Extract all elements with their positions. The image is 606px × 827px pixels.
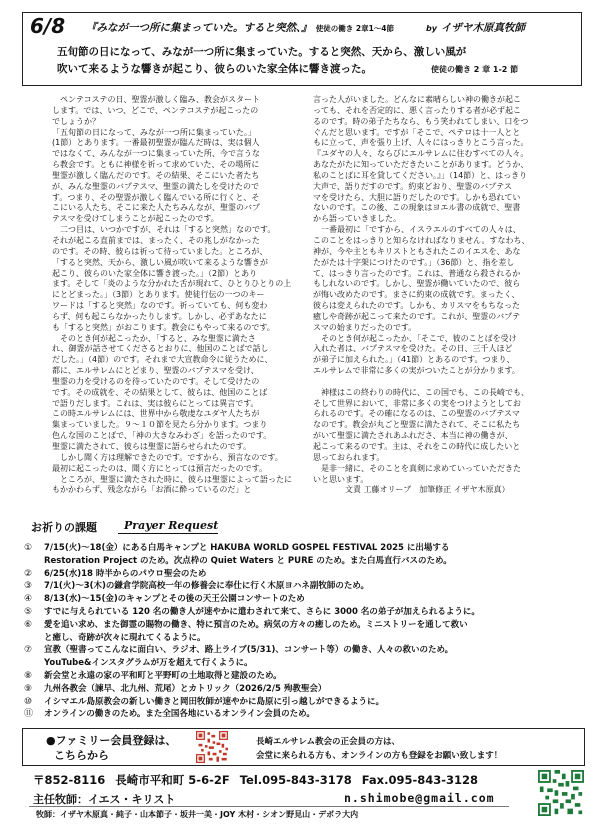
prayer-item-text: すでに与えられている 120 名の働き人が速やかに遣わされて来て、さらに 3000 名の弟子が加えられるように。: [44, 606, 480, 617]
sermon-line: [313, 377, 561, 388]
sermon-line: れ、御霊が話させてくださるとおりに、他国のことばで話し: [52, 344, 269, 354]
verse-line-1: 五旬節の日になって、みなが一つ所に集まっていた。すると突然、天から、激しい風が: [57, 46, 467, 58]
sermon-line: 聖霊が激しく臨んだのです。その結果、そこにいた者たち: [52, 170, 260, 180]
sermon-line: 彼らは変えられたのです。しかも、カリスマをもちなった: [313, 301, 521, 311]
prayer-item-text: YouTube&インスタグラムが万を超えて行くように。: [44, 658, 253, 669]
prayer-item-number: ⑧: [24, 670, 33, 681]
sermon-line: らず、何も起こらなかったりします。しかし、必ずあなたに: [52, 311, 267, 321]
sermon-column-right: [313, 95, 561, 496]
sermon-line: ではなくて、みんなが一つに集まっていた所、今で言うな: [52, 149, 260, 159]
prayer-item: [22, 580, 592, 593]
prayer-item-number: ④: [24, 594, 33, 605]
prayer-item-number: ③: [24, 581, 33, 592]
sermon-line: 神様はこの終わりの時代に、この国でも、この長崎でも、: [313, 387, 529, 397]
prayer-item: [22, 542, 592, 568]
email-address[interactable]: n.shimobe@gmail.com: [344, 791, 495, 805]
fax: Fax.095-843-3128: [361, 773, 479, 787]
sermon-line: テスマを受けてしまうことが起こったのです。: [52, 214, 219, 224]
prayer-item-number: ⑤: [24, 606, 33, 617]
sermon-line: ペンテコステの日、聖霊が激しく臨み、教会がスタート: [52, 95, 260, 104]
sermon-title: [86, 20, 394, 35]
prayer-item: [22, 708, 592, 721]
prayer-item-text: 宣教（聖書ってこんなに面白い、ラジオ、路上ライブ(5/31)、コンサート等）の働き、人々の救いのため。: [44, 645, 454, 656]
sermon-line: 聖霊に満たされて、彼らは聖霊に語らせられたのです。: [52, 442, 251, 451]
by-label: by: [426, 24, 437, 33]
footer-divider: [29, 806, 509, 807]
sermon-line: 私のことばに耳を貸してください。』」（14節）と、はっきり: [313, 170, 528, 180]
sermon-line: この時エルサレムには、世界中から敬虔なユダヤ人たちが: [52, 409, 260, 419]
prayer-item-text: オンラインの働きのため。また全国各地にいるオンライン会員のため。: [44, 709, 315, 720]
prayer-item: [22, 683, 592, 696]
sermon-line: 入れた者は、バプテスマを受けた。その日、三千人ほど: [313, 344, 513, 354]
sermon-line: いと思います。: [313, 474, 369, 484]
prayer-item: [22, 644, 592, 670]
sermon-line: 神が、今や主ともキリストともされたこのイエスを、あな: [313, 246, 521, 256]
prayer-item-number: ⑦: [24, 645, 33, 656]
sermon-line: 癒しや奇跡が起こって来たのです。これが、聖霊のバプテ: [313, 311, 521, 321]
sermon-line: で語りだします。これは、実は彼らにとっては異言です。: [52, 398, 259, 408]
prayer-item-text: 8/13(水)〜15(金)のキャンプとその後の天王公園コンサートのため: [44, 594, 305, 605]
sermon-line: たがたは十字架につけたのです。」（36節）と、指を差し: [313, 257, 515, 267]
prayer-item-text: Restoration Project のため。次点枠の Quiet Waters と PURE のため。また白馬直行バスのため。: [44, 555, 452, 566]
sermon-line: す。つまり、その聖霊が激しく臨んでいる所に行くと、そ: [52, 192, 260, 202]
sermon-line: 是非一緒に、そのことを真剣に求めていっていただきた: [313, 463, 521, 473]
sermon-line: ます。そして「炎のような分かれた舌が現れて、ひとりひとりの上: [52, 279, 292, 289]
contact-address-line: [33, 772, 488, 788]
prayer-item-text: と癒し、奇跡が次々に現れてくるように。: [44, 632, 206, 643]
prayer-item-number: ⑥: [24, 619, 33, 630]
sermon-line: 大声で、語りだすのです。約束どおり、聖霊のバプテス: [313, 181, 512, 191]
prayer-item: [22, 568, 592, 581]
sermon-line: もしれないのです。しかし、聖霊が働いていたので、彼ら: [313, 279, 521, 289]
sermon-line: 聖霊の力を受けるのを待っていたのです。そして受けたの: [52, 376, 260, 386]
verse-reference: 使徒の働き 2 章 1-2 節: [431, 65, 519, 74]
prayer-heading-english: Prayer Request: [124, 519, 219, 532]
sermon-line: でしょうか？: [52, 116, 100, 126]
sermon-column-left: [52, 95, 296, 496]
sermon-line: て、はっきり言ったのです。これは、普通なら殺されるか: [313, 268, 521, 278]
sermon-line: しかし聞く方は理解できたのです。ですから、預言なのです。: [52, 452, 283, 462]
sermon-line: します。では、いつ、どこで、ペンテコステが起こったの: [52, 105, 259, 115]
sermon-line: だした。」（4節）のです。それまで大宣教命令に従うために、: [52, 355, 273, 365]
registration-link[interactable]: こちらから: [54, 749, 109, 762]
postal-code: 〒852-8116: [33, 773, 106, 787]
sermon-line: なのです。教会が丸ごと聖霊に満たされて、そこに私たち: [313, 420, 521, 430]
member-note-line-2: 会堂に来られる方も、オンラインの方も登録をお願い致します！: [256, 751, 503, 761]
sermon-line: が悔い改めたのです。まさに約束の成就です。まったく、: [313, 290, 520, 300]
sermon-line: ところが、聖霊に満たされた時に、彼らは聖霊によって語ったに: [52, 474, 292, 484]
sermon-line: 最初に起こったのは、聞く方にとっては預言だったのです。: [52, 463, 268, 473]
sermon-line: (1節）とあります。一番最初聖霊が臨んだ時は、実は個人: [52, 138, 260, 148]
telephone[interactable]: Tel.095-843-3178: [239, 773, 352, 787]
sermon-line: あなたがたに知っていただきたいことがあります。どうか、: [313, 160, 529, 170]
sermon-line: 文責 工藤オリーブ 加筆修正 イザヤ木原真）: [313, 485, 510, 495]
prayer-item: [22, 606, 592, 619]
prayer-item-number: ⑨: [24, 683, 33, 694]
prayer-item-text: 7/1(火)〜3(木)の鎌倉学院高校一年の修養会に奉仕に行く木原ヨハネ副牧師のため。: [44, 581, 370, 592]
sermon-line: ぐんだと思います。ですが「そこで、ペテロは十一人とと: [313, 127, 521, 137]
prayer-item-text: 6/25(水)18 時半からのパウロ聖会のため: [44, 568, 207, 579]
sermon-line: マを受けたら、大胆に語りだしたのです。しかも恐れてい: [313, 192, 521, 202]
sermon-line: るのです。時の弟子たちなら、もう笑われてしまい、口をつ: [313, 116, 529, 126]
sermon-line: それが起こる直前までは、まったく、その兆しがなかった: [52, 235, 260, 245]
sermon-line: が弟子に加えられた。」（41節）とあるのです。つまり、: [313, 355, 515, 365]
sermon-line: が、みんな聖霊のバプテスマ、聖霊の満たしを受けたので: [52, 181, 260, 191]
address: 長崎市平和町 5-6-2F: [115, 773, 230, 787]
sermon-date: 6/8: [30, 14, 66, 38]
sermon-line: 一番最初に「ですから、イスラエルのすべての人々は、: [313, 225, 521, 235]
prayer-list: [22, 542, 592, 721]
prayer-item: [22, 670, 592, 683]
sermon-line: から語っていきました。: [313, 214, 401, 224]
sermon-line: 都に、エルサレムにとどまり、聖霊のバプテスマを受け、: [52, 366, 259, 376]
prayer-item-number: ⑩: [24, 696, 33, 707]
sermon-line: このことをはっきりと知らなければなりません。すなわち、: [313, 235, 530, 245]
contact-qr-code[interactable]: [538, 770, 584, 816]
prayer-item: [22, 593, 592, 606]
sermon-line: 言った人がいました。どんなに素晴らしい神の働きが起こ: [313, 95, 521, 104]
sermon-line: 集まっていました。９〜１０節を見たら分かります。つまり: [52, 420, 268, 430]
author-name: イザヤ木原真牧師: [440, 22, 525, 34]
sermon-reference: 使徒の働き 2章1〜4節: [315, 24, 395, 33]
sermon-line: 「五旬節の日になって、みなが一つ所に集まっていた。」: [52, 127, 256, 137]
prayer-item-text: 愛を追い求め、また御霊の賜物の働き、特に預言のため。病気の方々の癒しのため。ミニストリーを通して救い: [44, 619, 468, 630]
prayer-item-text: イシマエル島原教会の新しい働きと岡田牧師が速やかに島原に引っ越しができるように。: [44, 696, 385, 707]
sermon-line: もに立って、声を張り上げ、人々にはっきりとこう言った。: [313, 138, 529, 148]
sermon-author: [426, 20, 525, 35]
sermon-line: 二つ目は、いつかですが、それは「すると突然」なのです。: [52, 225, 276, 235]
pastoral-staff: 牧師：イザヤ木原真・純子・山本節子・坂井一美・JOY 木村・シオン野見山・デボラ大内: [36, 810, 359, 819]
registration-qr-code[interactable]: [196, 731, 228, 763]
sermon-line: スマの始まりだったのです。: [313, 322, 417, 332]
sermon-line: 『ユダヤの人々、ならびにエルサレムに住むすべての人々。: [313, 149, 529, 159]
sermon-line: そして世界において、非常に多くの実をつけようとしてお: [313, 398, 521, 408]
registration-label: ●ファミリー会員登録は、: [46, 734, 177, 747]
sermon-line: ワードは「すると突然」なのです。祈っていても、何も変わ: [52, 301, 268, 311]
senior-pastor: 主任牧師：イエス・キリスト: [33, 793, 176, 806]
sermon-line: です。その成就を、その結果として、彼らは、他国のことば: [52, 387, 268, 397]
prayer-item-text: 新会堂と永遠の家の平和町と平野町の土地取得と建設のため。: [44, 670, 282, 681]
prayer-item: [22, 619, 592, 645]
prayer-item-number: ⑪: [24, 709, 34, 720]
sermon-title-text: 『みなが一つ所に集まっていた。すると突然、』: [86, 22, 312, 34]
prayer-item-text: 7/15(火)〜18(金）にある白馬キャンプと HAKUBA WORLD GOSPEL FESTIVAL 2025 に出場する: [44, 543, 450, 553]
sermon-line: 「すると突然、天から、激しい風が吹いて来るような響きが: [52, 257, 268, 267]
prayer-item-text: 九州各教会（諫早、北九州、荒尾）とカトリック（2026/2/5 殉教聖会）: [44, 683, 327, 694]
sermon-line: も「すると突然」がおこります。教会にもやって来るのです。: [52, 322, 275, 332]
prayer-heading-underline: [118, 533, 218, 534]
sermon-line: こにいる人たち、そこに来た人たちみんなが、聖霊のバプ: [52, 203, 260, 213]
sermon-line: 起こり、彼らのいた家全体に響き渡った。」（2節）とあり: [52, 268, 258, 278]
sermon-line: られるのです。その確になるのは、この聖霊のバプテスマ: [313, 409, 520, 419]
sermon-line: 色んな国のことばで、「神の大きなみわざ」を語ったのです。: [52, 431, 272, 441]
sermon-line: そのとき何が起こったか、「そこで、彼のことばを受け: [313, 333, 517, 343]
prayer-item: [22, 696, 592, 709]
member-note-line-1: 長崎エルサレム教会の正会員の方は、: [256, 737, 400, 747]
prayer-item-number: ②: [24, 568, 33, 579]
verse-line-2: 吹いて来るような響きが起こり、彼らのいた家全体に響き渡った。: [57, 63, 372, 75]
sermon-line: 起こって来るのです。主は、それをこの時代に成したいと: [313, 442, 521, 451]
prayer-item-number: ①: [24, 543, 33, 553]
sermon-line: エルサレムで非常に多くの実がついたことが分かります。: [313, 366, 520, 376]
sermon-line: っても、それを否定的に、悪く言ったりする者が必ず起こ: [313, 105, 521, 115]
prayer-heading: お祈りの課題: [31, 521, 97, 534]
sermon-line: のです。その時、彼らは祈って待っていました。ところが、: [52, 246, 268, 256]
sermon-line: がいて聖霊に満たされあふれださ、本当に神の働きが、: [313, 431, 513, 441]
sermon-line: にとどまった。」（3節）とあります。使徒行伝の一つのキー: [52, 290, 265, 300]
sermon-line: もかかわらず、残念ながら「お酒に酔っているのだ」と: [52, 485, 252, 495]
sermon-line: ないのです。この後、この現象はヨエル書の成就で、聖書: [313, 203, 521, 213]
sermon-line: そのとき何が起こったか、「すると、みな聖霊に満たさ: [52, 333, 256, 343]
sermon-line: ら教会です。ともに神様を祈って求めていた、その場所に: [52, 160, 260, 170]
sermon-line: 思っておられます。: [313, 452, 385, 462]
